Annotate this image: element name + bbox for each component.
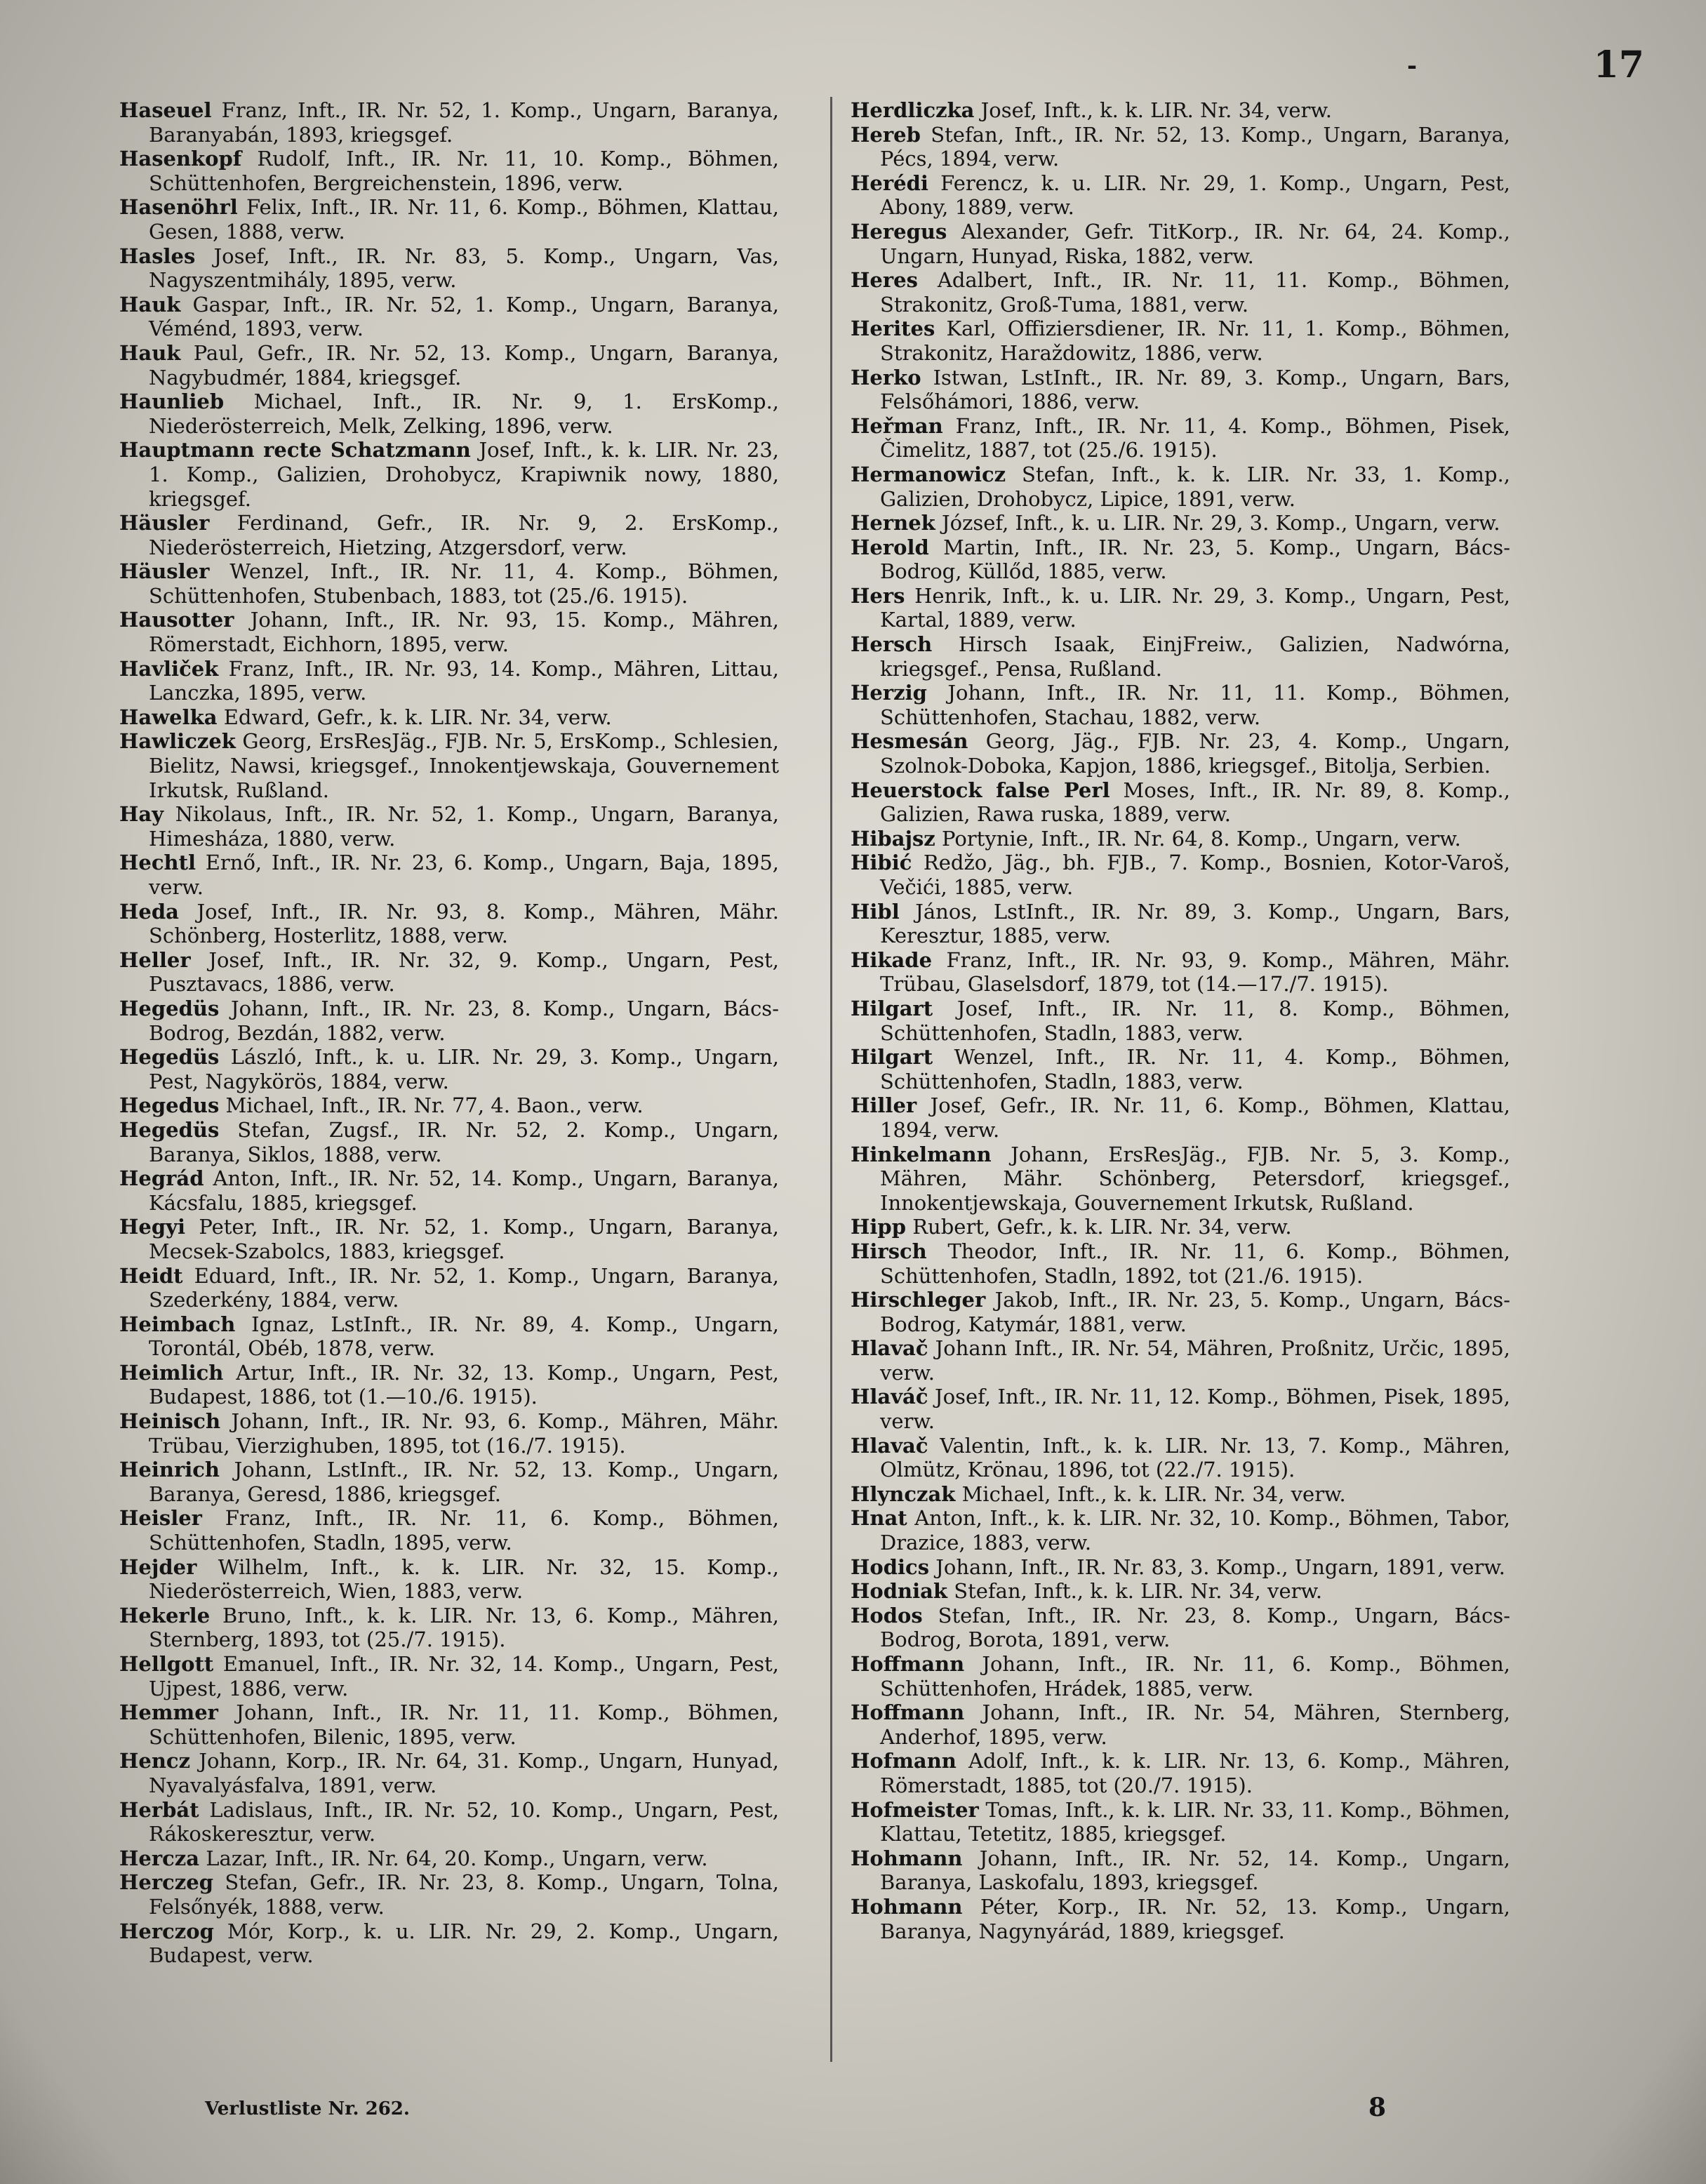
casualty-entry bbox=[851, 535, 1510, 584]
footer-title: Verlustliste Nr. 262. bbox=[205, 2098, 410, 2119]
entry-details: Michael, Inft., IR. Nr. 77, 4. Baon., verw. bbox=[225, 1093, 644, 1118]
entry-details: Paul, Gefr., IR. Nr. 52, 13. Komp., Ungarn, Baranya, Nagybudmér, 1884, kriegsgef. bbox=[149, 340, 779, 389]
entry-details: Johann, Korp., IR. Nr. 64, 31. Komp., Ungarn, Hunyad, Nyavalyásfalva, 1891, verw. bbox=[149, 1749, 780, 1797]
casualty-entry bbox=[119, 1409, 779, 1458]
entry-surname: Hirsch bbox=[851, 1239, 927, 1263]
right-column bbox=[851, 98, 1510, 1943]
casualty-entry bbox=[851, 1434, 1510, 1482]
casualty-entry bbox=[851, 98, 1510, 123]
casualty-entry bbox=[851, 220, 1510, 268]
casualty-entry bbox=[851, 462, 1510, 511]
entry-surname: Heřman bbox=[851, 413, 943, 438]
entry-details: Josef, Inft., IR. Nr. 93, 8. Komp., Mähren, Mähr. Schönberg, Hosterlitz, 1888, verw. bbox=[149, 899, 780, 948]
entry-surname: Hemmer bbox=[119, 1700, 218, 1725]
entry-details: Johann, Inft., IR. Nr. 83, 3. Komp., Ungarn, 1891, verw. bbox=[935, 1554, 1505, 1579]
entry-surname: Heidt bbox=[119, 1263, 183, 1288]
entry-surname: Herzig bbox=[851, 681, 927, 705]
entry-surname: Hodniak bbox=[851, 1579, 948, 1604]
entry-surname: Haunlieb bbox=[119, 389, 225, 414]
entry-surname: Hegrád bbox=[119, 1166, 204, 1191]
casualty-entry bbox=[119, 511, 779, 559]
entry-details: Adolf, Inft., k. k. LIR. Nr. 13, 6. Komp., Mähren, Römerstadt, 1885, tot (20./7. 1915). bbox=[880, 1749, 1510, 1797]
casualty-entry bbox=[119, 438, 779, 511]
casualty-entry bbox=[119, 1093, 779, 1118]
left-column bbox=[119, 98, 779, 1968]
entry-surname: Hauk bbox=[119, 340, 181, 365]
entry-surname: Hauk bbox=[119, 292, 181, 317]
entry-details: Ladislaus, Inft., IR. Nr. 52, 10. Komp., Ungarn, Pest, Rákoskeresztur, verw. bbox=[149, 1797, 779, 1846]
entry-details: Alexander, Gefr. TitKorp., IR. Nr. 64, 24. Komp., Ungarn, Hunyad, Riska, 1882, verw. bbox=[880, 219, 1510, 268]
casualty-entry bbox=[119, 900, 779, 948]
entry-surname: Hibajsz bbox=[851, 826, 935, 851]
casualty-entry bbox=[851, 1045, 1510, 1093]
entry-details: Johann, ErsResJäg., FJB. Nr. 5, 3. Komp., Mähren, Mähr. Schönberg, Petersdorf, kriegsgef., Innokentjewskaja, Gouvernement Irkutsk, Rußland. bbox=[880, 1142, 1511, 1215]
entry-details: Istwan, LstInft., IR. Nr. 89, 3. Komp., Ungarn, Bars, Felsőhámori, 1886, verw. bbox=[880, 365, 1511, 414]
casualty-entry bbox=[851, 1798, 1510, 1846]
casualty-entry bbox=[119, 1846, 779, 1871]
casualty-entry bbox=[119, 1700, 779, 1749]
casualty-entry bbox=[851, 511, 1510, 535]
entry-surname: Hay bbox=[119, 802, 164, 827]
entry-surname: Hegyi bbox=[119, 1215, 185, 1239]
casualty-entry bbox=[851, 1846, 1510, 1895]
entry-surname: Heisler bbox=[119, 1506, 202, 1531]
entry-details: Johann Inft., IR. Nr. 54, Mähren, Proßnitz, Určic, 1895, verw. bbox=[880, 1336, 1511, 1385]
casualty-entry bbox=[119, 293, 779, 341]
entry-surname: Hawelka bbox=[119, 705, 218, 729]
entry-details: Felix, Inft., IR. Nr. 11, 6. Komp., Böhmen, Klattau, Gesen, 1888, verw. bbox=[149, 195, 780, 244]
casualty-entry bbox=[119, 1361, 779, 1409]
casualty-entry bbox=[119, 1215, 779, 1263]
entry-surname: Hnat bbox=[851, 1506, 907, 1531]
casualty-entry bbox=[119, 948, 779, 997]
entry-surname: Hermanowicz bbox=[851, 462, 1006, 486]
casualty-entry bbox=[851, 1555, 1510, 1580]
casualty-entry bbox=[119, 244, 779, 293]
entry-surname: Heimbach bbox=[119, 1312, 236, 1336]
entry-surname: Hers bbox=[851, 583, 905, 608]
entry-surname: Hersch bbox=[851, 632, 933, 657]
entry-surname: Hlaváč bbox=[851, 1385, 928, 1409]
casualty-entry bbox=[119, 1506, 779, 1554]
casualty-entry bbox=[119, 1264, 779, 1312]
casualty-entry bbox=[851, 1604, 1510, 1652]
casualty-entry bbox=[119, 1166, 779, 1215]
entry-details: Theodor, Inft., IR. Nr. 11, 6. Komp., Böhmen, Schüttenhofen, Stadln, 1892, tot (21./6. 1915). bbox=[880, 1239, 1511, 1288]
casualty-entry bbox=[119, 1798, 779, 1846]
entry-surname: Hofmann bbox=[851, 1749, 957, 1773]
casualty-entry bbox=[119, 559, 779, 608]
casualty-entry bbox=[851, 268, 1510, 317]
entry-details: Anton, Inft., k. k. LIR. Nr. 32, 10. Komp., Böhmen, Tabor, Drazice, 1883, verw. bbox=[880, 1506, 1511, 1555]
casualty-entry bbox=[851, 1336, 1510, 1385]
entry-surname: Hesmesán bbox=[851, 729, 968, 754]
entry-details: Johann, Inft., IR. Nr. 11, 11. Komp., Böhmen, Schüttenhofen, Bilenic, 1895, verw. bbox=[149, 1700, 779, 1749]
entry-surname: Hegedüs bbox=[119, 1117, 220, 1142]
casualty-entry bbox=[851, 1385, 1510, 1433]
casualty-entry bbox=[119, 1118, 779, 1166]
entry-details: Peter, Inft., IR. Nr. 52, 1. Komp., Ungarn, Baranya, Mecsek-Szabolcs, 1883, kriegsgef. bbox=[149, 1215, 780, 1263]
entry-details: Wenzel, Inft., IR. Nr. 11, 4. Komp., Böhmen, Schüttenhofen, Stadln, 1883, verw. bbox=[880, 1045, 1510, 1093]
entry-surname: Hilgart bbox=[851, 1045, 933, 1070]
casualty-entry bbox=[851, 171, 1510, 220]
entry-details: Franz, Inft., IR. Nr. 93, 14. Komp., Mähren, Littau, Lanczka, 1895, verw. bbox=[149, 656, 780, 705]
entry-details: Martin, Inft., IR. Nr. 23, 5. Komp., Ungarn, Bács-Bodrog, Küllőd, 1885, verw. bbox=[880, 535, 1510, 584]
entry-surname: Hoffmann bbox=[851, 1700, 965, 1725]
entry-details: Artur, Inft., IR. Nr. 32, 13. Komp., Ungarn, Pest, Budapest, 1886, tot (1.—10./6. 1915). bbox=[149, 1360, 779, 1409]
entry-surname: Hipp bbox=[851, 1215, 906, 1239]
entry-surname: Herdliczka bbox=[851, 98, 975, 122]
entry-details: Karl, Offiziersdiener, IR. Nr. 11, 1. Komp., Böhmen, Strakonitz, Haraždowitz, 1886, verw. bbox=[880, 317, 1510, 365]
casualty-entry bbox=[851, 1482, 1510, 1507]
entry-details: Hirsch Isaak, EinjFreiw., Galizien, Nadwórna, kriegsgef., Pensa, Rußland. bbox=[880, 632, 1511, 681]
entry-surname: Hawliczek bbox=[119, 729, 236, 754]
entry-surname: Heuerstock false Perl bbox=[851, 778, 1110, 802]
entry-details: Johann, Inft., IR. Nr. 54, Mähren, Sternberg, Anderhof, 1895, verw. bbox=[880, 1700, 1510, 1749]
entry-surname: Hencz bbox=[119, 1749, 191, 1773]
entry-details: Jakob, Inft., IR. Nr. 23, 5. Komp., Ungarn, Bács-Bodrog, Katymár, 1881, verw. bbox=[880, 1288, 1511, 1336]
casualty-entry bbox=[851, 317, 1510, 365]
entry-surname: Haseuel bbox=[119, 98, 212, 122]
casualty-entry bbox=[851, 997, 1510, 1045]
entry-details: Rubert, Gefr., k. k. LIR. Nr. 34, verw. bbox=[912, 1215, 1292, 1239]
casualty-entry bbox=[851, 851, 1510, 899]
entry-surname: Hibić bbox=[851, 851, 912, 875]
casualty-entry bbox=[851, 1652, 1510, 1700]
entry-details: Franz, Inft., IR. Nr. 11, 6. Komp., Böhmen, Schüttenhofen, Stadln, 1895, verw. bbox=[149, 1506, 779, 1555]
entry-surname: Hlavač bbox=[851, 1336, 928, 1361]
entry-details: Péter, Korp., IR. Nr. 52, 13. Komp., Ungarn, Baranya, Nagynyárád, 1889, kriegsgef. bbox=[880, 1894, 1510, 1943]
entry-surname: Hodics bbox=[851, 1554, 930, 1579]
casualty-entry bbox=[851, 681, 1510, 729]
entry-surname: Herczeg bbox=[119, 1870, 213, 1895]
casualty-entry bbox=[851, 123, 1510, 171]
entry-details: Edward, Gefr., k. k. LIR. Nr. 34, verw. bbox=[223, 705, 612, 729]
entry-details: Ferdinand, Gefr., IR. Nr. 9, 2. ErsKomp., Niederösterreich, Hietzing, Atzgersdorf, verw. bbox=[149, 511, 780, 559]
entry-surname: Hlavač bbox=[851, 1433, 928, 1458]
casualty-entry bbox=[119, 341, 779, 389]
casualty-entry bbox=[851, 1143, 1510, 1216]
casualty-entry bbox=[851, 1579, 1510, 1604]
entry-surname: Hercza bbox=[119, 1846, 200, 1870]
entry-details: Stefan, Inft., IR. Nr. 23, 8. Komp., Ungarn, Bács-Bodrog, Borota, 1891, verw. bbox=[880, 1603, 1510, 1652]
casualty-entry bbox=[119, 1652, 779, 1700]
casualty-entry bbox=[119, 802, 779, 851]
entry-surname: Hoffmann bbox=[851, 1652, 965, 1676]
entry-details: Rudolf, Inft., IR. Nr. 11, 10. Komp., Böhmen, Schüttenhofen, Bergreichenstein, 1896, verw. bbox=[149, 147, 779, 195]
entry-details: Stefan, Inft., k. k. LIR. Nr. 33, 1. Komp., Galizien, Drohobycz, Lipice, 1891, verw. bbox=[880, 462, 1511, 511]
entry-details: Johann, Inft., IR. Nr. 93, 15. Komp., Mähren, Römerstadt, Eichhorn, 1895, verw. bbox=[149, 608, 779, 657]
entry-surname: Havliček bbox=[119, 656, 219, 681]
entry-details: Bruno, Inft., k. k. LIR. Nr. 13, 6. Komp., Mähren, Sternberg, 1893, tot (25./7. 1915). bbox=[149, 1603, 779, 1652]
casualty-entry bbox=[119, 1749, 779, 1797]
entry-details: Josef, Inft., IR. Nr. 11, 12. Komp., Böhmen, Pisek, 1895, verw. bbox=[880, 1385, 1510, 1434]
casualty-entry bbox=[119, 1312, 779, 1361]
entry-surname: Hofmeister bbox=[851, 1797, 979, 1822]
casualty-entry bbox=[851, 1215, 1510, 1239]
entry-details: Franz, Inft., IR. Nr. 93, 9. Komp., Mähren, Mähr. Trübau, Glaselsdorf, 1879, tot (14.—17./7. 1915). bbox=[880, 947, 1511, 997]
entry-surname: Hohmann bbox=[851, 1846, 963, 1870]
entry-details: Tomas, Inft., k. k. LIR. Nr. 33, 11. Komp., Böhmen, Klattau, Tetetitz, 1885, kriegsgef. bbox=[880, 1797, 1511, 1846]
entry-surname: Heda bbox=[119, 899, 179, 924]
entry-details: János, LstInft., IR. Nr. 89, 3. Komp., Ungarn, Bars, Keresztur, 1885, verw. bbox=[880, 899, 1511, 948]
casualty-entry bbox=[119, 1458, 779, 1506]
entry-surname: Hikade bbox=[851, 947, 933, 972]
casualty-entry bbox=[119, 1604, 779, 1652]
entry-details: Wenzel, Inft., IR. Nr. 11, 4. Komp., Böhmen, Schüttenhofen, Stubenbach, 1883, tot (25./6. 1915). bbox=[149, 559, 780, 608]
entry-surname: Hellgott bbox=[119, 1652, 214, 1676]
entry-surname: Heinisch bbox=[119, 1409, 221, 1434]
entry-details: Adalbert, Inft., IR. Nr. 11, 11. Komp., Böhmen, Strakonitz, Groß-Tuma, 1881, verw. bbox=[880, 268, 1510, 317]
entry-details: Stefan, Inft., IR. Nr. 52, 13. Komp., Ungarn, Baranya, Pécs, 1894, verw. bbox=[880, 122, 1511, 171]
casualty-entry bbox=[851, 778, 1510, 827]
entry-details: Gaspar, Inft., IR. Nr. 52, 1. Komp., Ungarn, Baranya, Véménd, 1893, verw. bbox=[149, 292, 779, 341]
signature-mark: 8 bbox=[1368, 2093, 1387, 2122]
entry-details: Josef, Inft., k. k. LIR. Nr. 34, verw. bbox=[980, 98, 1332, 122]
entry-details: Josef, Inft., k. k. LIR. Nr. 23, 1. Komp., Galizien, Drohobycz, Krapiwnik nowy, 1880, kriegsgef. bbox=[149, 438, 779, 511]
casualty-entry bbox=[851, 948, 1510, 997]
entry-details: Lazar, Inft., IR. Nr. 64, 20. Komp., Ungarn, verw. bbox=[206, 1846, 708, 1870]
casualty-entry bbox=[851, 414, 1510, 462]
casualty-entry bbox=[851, 632, 1510, 681]
casualty-entry bbox=[119, 851, 779, 899]
entry-details: Georg, ErsResJäg., FJB. Nr. 5, ErsKomp., Schlesien, Bielitz, Nawsi, kriegsgef., Innokentjewskaja, Gouvernement Irkutsk, Rußland. bbox=[149, 729, 779, 802]
entry-details: Redžo, Jäg., bh. FJB., 7. Komp., Bosnien, Kotor-Varoš, Večići, 1885, verw. bbox=[880, 851, 1510, 899]
entry-details: Eduard, Inft., IR. Nr. 52, 1. Komp., Ungarn, Baranya, Szederkény, 1884, verw. bbox=[149, 1263, 779, 1312]
entry-surname: Hereb bbox=[851, 122, 921, 147]
entry-details: Johann, Inft., IR. Nr. 23, 8. Komp., Ungarn, Bács-Bodrog, Bezdán, 1882, verw. bbox=[149, 996, 779, 1045]
entry-surname: Hausotter bbox=[119, 608, 234, 632]
entry-surname: Hegedüs bbox=[119, 1045, 220, 1070]
entry-details: Stefan, Gefr., IR. Nr. 23, 8. Komp., Ungarn, Tolna, Felsőnyék, 1888, verw. bbox=[149, 1870, 779, 1919]
entry-surname: Herbát bbox=[119, 1797, 199, 1822]
entry-surname: Hauptmann recte Schatzmann bbox=[119, 438, 471, 462]
entry-surname: Herold bbox=[851, 535, 929, 559]
entry-details: Emanuel, Inft., IR. Nr. 32, 14. Komp., Ungarn, Pest, Ujpest, 1886, verw. bbox=[149, 1652, 780, 1700]
entry-surname: Herczog bbox=[119, 1919, 214, 1943]
casualty-entry bbox=[851, 1749, 1510, 1797]
entry-surname: Heinrich bbox=[119, 1458, 220, 1482]
entry-details: Johann, Inft., IR. Nr. 93, 6. Komp., Mähren, Mähr. Trübau, Vierzighuben, 1895, tot (16./7. 1915). bbox=[149, 1409, 779, 1458]
entry-details: Ferencz, k. u. LIR. Nr. 29, 1. Komp., Ungarn, Pest, Abony, 1889, verw. bbox=[880, 171, 1510, 220]
entry-details: Moses, Inft., IR. Nr. 89, 8. Komp., Galizien, Rawa ruska, 1889, verw. bbox=[880, 778, 1510, 827]
entry-surname: Hirschleger bbox=[851, 1288, 986, 1312]
casualty-entry bbox=[851, 900, 1510, 948]
entry-surname: Hekerle bbox=[119, 1603, 211, 1627]
casualty-entry bbox=[119, 729, 779, 802]
entry-surname: Hlynczak bbox=[851, 1481, 956, 1506]
entry-details: Nikolaus, Inft., IR. Nr. 52, 1. Komp., Ungarn, Baranya, Himesháza, 1880, verw. bbox=[149, 802, 779, 851]
entry-surname: Heller bbox=[119, 947, 191, 972]
entry-surname: Hohmann bbox=[851, 1894, 963, 1919]
casualty-entry bbox=[851, 1895, 1510, 1943]
entry-surname: Hegedüs bbox=[119, 996, 220, 1020]
top-mark: - bbox=[1407, 52, 1418, 80]
casualty-entry bbox=[119, 389, 779, 438]
entry-surname: Hasles bbox=[119, 244, 196, 268]
entry-surname: Hejder bbox=[119, 1554, 197, 1579]
casualty-entry bbox=[119, 147, 779, 195]
entry-details: Georg, Jäg., FJB. Nr. 23, 4. Komp., Ungarn, Szolnok-Doboka, Kapjon, 1886, kriegsgef., Bitolja, Serbien. bbox=[880, 729, 1510, 778]
entry-details: Johann, LstInft., IR. Nr. 52, 13. Komp., Ungarn, Baranya, Geresd, 1886, kriegsgef. bbox=[149, 1458, 780, 1506]
entry-details: Josef, Inft., IR. Nr. 83, 5. Komp., Ungarn, Vas, Nagyszentmihály, 1895, verw. bbox=[149, 244, 779, 293]
entry-surname: Hiller bbox=[851, 1093, 917, 1118]
casualty-entry bbox=[851, 827, 1510, 851]
entry-surname: Heres bbox=[851, 268, 918, 293]
casualty-entry bbox=[851, 1239, 1510, 1288]
entry-details: Franz, Inft., IR. Nr. 11, 4. Komp., Böhmen, Pisek, Čimelitz, 1887, tot (25./6. 1915). bbox=[880, 413, 1510, 462]
entry-surname: Herites bbox=[851, 317, 935, 341]
entry-details: Anton, Inft., IR. Nr. 52, 14. Komp., Ungarn, Baranya, Kácsfalu, 1885, kriegsgef. bbox=[149, 1166, 780, 1215]
entry-details: Valentin, Inft., k. k. LIR. Nr. 13, 7. Komp., Mähren, Olmütz, Krönau, 1896, tot (22./7. 1915). bbox=[880, 1433, 1510, 1482]
entry-surname: Hilgart bbox=[851, 996, 933, 1020]
entry-surname: Hegedus bbox=[119, 1093, 220, 1118]
entry-details: Mór, Korp., k. u. LIR. Nr. 29, 2. Komp., Ungarn, Budapest, verw. bbox=[149, 1919, 780, 1968]
casualty-entry bbox=[119, 1045, 779, 1093]
entry-details: Josef, Gefr., IR. Nr. 11, 6. Komp., Böhmen, Klattau, 1894, verw. bbox=[880, 1093, 1511, 1142]
casualty-entry bbox=[119, 1555, 779, 1604]
casualty-entry bbox=[119, 657, 779, 705]
entry-surname: Hinkelmann bbox=[851, 1142, 992, 1166]
entry-details: Josef, Inft., IR. Nr. 32, 9. Komp., Ungarn, Pest, Pusztavacs, 1886, verw. bbox=[149, 947, 779, 997]
entry-surname: Hodos bbox=[851, 1603, 923, 1627]
entry-surname: Häusler bbox=[119, 511, 210, 535]
casualty-entry bbox=[119, 608, 779, 656]
entry-surname: Hibl bbox=[851, 899, 900, 924]
casualty-entry bbox=[119, 1870, 779, 1919]
entry-details: Henrik, Inft., k. u. LIR. Nr. 29, 3. Komp., Ungarn, Pest, Kartal, 1889, verw. bbox=[880, 583, 1510, 632]
entry-surname: Heregus bbox=[851, 219, 947, 244]
entry-details: Stefan, Inft., k. k. LIR. Nr. 34, verw. bbox=[954, 1579, 1323, 1604]
casualty-entry bbox=[119, 1919, 779, 1968]
entry-surname: Heimlich bbox=[119, 1360, 224, 1385]
entry-surname: Herko bbox=[851, 365, 921, 389]
entry-details: Johann, Inft., IR. Nr. 11, 6. Komp., Böhmen, Schüttenhofen, Hrádek, 1885, verw. bbox=[880, 1652, 1511, 1700]
entry-surname: Hechtl bbox=[119, 851, 196, 875]
casualty-entry bbox=[119, 997, 779, 1045]
casualty-entry bbox=[119, 705, 779, 730]
casualty-entry bbox=[851, 1093, 1510, 1142]
entry-details: Michael, Inft., k. k. LIR. Nr. 34, verw. bbox=[961, 1481, 1346, 1506]
casualty-entry bbox=[851, 1700, 1510, 1749]
casualty-entry bbox=[851, 729, 1510, 778]
entry-surname: Hasenkopf bbox=[119, 147, 242, 171]
casualty-entry bbox=[851, 584, 1510, 632]
casualty-entry bbox=[851, 1288, 1510, 1336]
entry-surname: Herédi bbox=[851, 171, 928, 195]
entry-details: László, Inft., k. u. LIR. Nr. 29, 3. Komp., Ungarn, Pest, Nagykörös, 1884, verw. bbox=[149, 1045, 780, 1093]
entry-details: Wilhelm, Inft., k. k. LIR. Nr. 32, 15. Komp., Niederösterreich, Wien, 1883, verw. bbox=[149, 1554, 779, 1604]
entry-surname: Hasenöhrl bbox=[119, 195, 238, 220]
entry-surname: Hernek bbox=[851, 511, 935, 535]
casualty-entry bbox=[119, 195, 779, 244]
casualty-entry bbox=[851, 366, 1510, 414]
casualty-entry bbox=[851, 1506, 1510, 1554]
page-number: 17 bbox=[1593, 44, 1644, 86]
entry-details: József, Inft., k. u. LIR. Nr. 29, 3. Komp., Ungarn, verw. bbox=[941, 511, 1500, 535]
entry-surname: Häusler bbox=[119, 559, 210, 584]
entry-details: Johann, Inft., IR. Nr. 11, 11. Komp., Böhmen, Schüttenhofen, Stachau, 1882, verw. bbox=[880, 681, 1511, 729]
entry-details: Ernő, Inft., IR. Nr. 23, 6. Komp., Ungarn, Baja, 1895, verw. bbox=[149, 851, 780, 899]
entry-details: Portynie, Inft., IR. Nr. 64, 8. Komp., Ungarn, verw. bbox=[942, 826, 1461, 851]
column-divider bbox=[830, 97, 832, 2062]
entry-details: Josef, Inft., IR. Nr. 11, 8. Komp., Böhmen, Schüttenhofen, Stadln, 1883, verw. bbox=[880, 996, 1511, 1045]
entry-details: Stefan, Zugsf., IR. Nr. 52, 2. Komp., Ungarn, Baranya, Siklos, 1888, verw. bbox=[149, 1117, 780, 1166]
entry-details: Michael, Inft., IR. Nr. 9, 1. ErsKomp., Niederösterreich, Melk, Zelking, 1896, verw. bbox=[149, 389, 780, 438]
entry-details: Johann, Inft., IR. Nr. 52, 14. Komp., Ungarn, Baranya, Laskofalu, 1893, kriegsgef. bbox=[880, 1846, 1511, 1895]
entry-details: Ignaz, LstInft., IR. Nr. 89, 4. Komp., Ungarn, Torontál, Obéb, 1878, verw. bbox=[149, 1312, 779, 1361]
entry-details: Franz, Inft., IR. Nr. 52, 1. Komp., Ungarn, Baranya, Baranyabán, 1893, kriegsgef. bbox=[149, 98, 780, 147]
casualty-entry bbox=[119, 98, 779, 147]
